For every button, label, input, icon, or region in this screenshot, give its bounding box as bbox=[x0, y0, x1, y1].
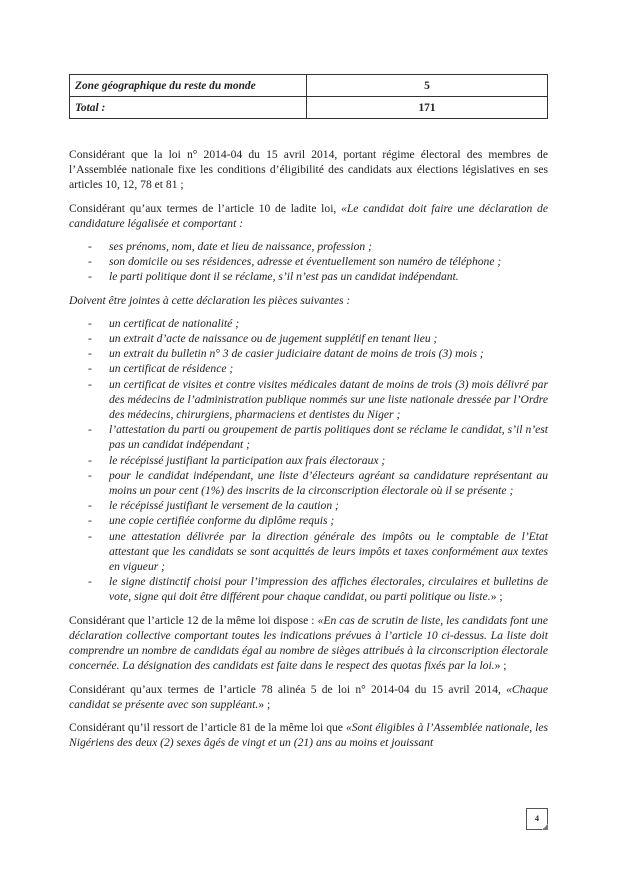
table-cell-value: 171 bbox=[307, 97, 548, 119]
list-item: - une copie certifiée conforme du diplôme requis ; bbox=[88, 514, 335, 528]
list-marker: - bbox=[88, 453, 92, 467]
list-item: - le récépissé justifiant le versement de la caution ; bbox=[88, 499, 339, 513]
list-marker: - bbox=[88, 423, 92, 437]
paragraph-considerant-loi: Considérant que la loi n° 2014-04 du 15 avril 2014, portant régime électoral des membres de l’Assemblée nationale fixe les conditions d’éligibilité des candidats aux élections législatives en ses articles 10, 12, 78 et 81 ; bbox=[69, 148, 548, 192]
list-marker: - bbox=[88, 270, 92, 284]
list-marker: - bbox=[88, 316, 92, 330]
list-marker: - bbox=[88, 240, 92, 254]
list-item: - le signe distinctif choisi pour l’impression des affiches électorales, circulaires et bulletins de vote, signe qui doit être différent pour chaque candidat, ou parti politique ou liste.» ; bbox=[88, 575, 548, 604]
table-cell-label: Total : bbox=[70, 97, 307, 119]
list-item: - ses prénoms, nom, date et lieu de naissance, profession ; bbox=[88, 240, 372, 254]
list-marker: - bbox=[88, 362, 92, 376]
page-number: 4 bbox=[535, 814, 539, 823]
paragraph-quote: «Chaque candidat se présente avec son suppléant. bbox=[69, 682, 548, 711]
paragraph-quote: «Sont éligibles à l’Assemblée nationale, les Nigériens des deux (2) sexes âgés de vingt et un (21) ans au moins et jouissant bbox=[69, 720, 548, 750]
list-item: - un extrait du bulletin n° 3 de casier judiciaire datant de moins de trois (3) mois ; bbox=[88, 347, 484, 361]
list-item: - le récépissé justifiant la participation aux frais électoraux ; bbox=[88, 453, 386, 467]
paragraph-quote: «En cas de scrutin de liste, les candidats font une déclaration collective comportant toutes les indications prévues à l’article 10 ci-dessus. La liste doit comprendre un nombre de candidats égal au nombre de sièges attribués à la circonscription électorale concernée. La désignation des candidats est faite dans le respect des quotas fixés par la loi. bbox=[69, 613, 548, 673]
paragraph-article-10 bbox=[69, 201, 548, 231]
body-text bbox=[69, 147, 548, 750]
required-documents-list bbox=[69, 316, 548, 605]
list-item: - un certificat de nationalité ; bbox=[88, 316, 240, 330]
table-cell-value: 5 bbox=[307, 75, 548, 97]
paragraph-pieces-jointes: Doivent être jointes à cette déclaration les pièces suivantes : bbox=[69, 293, 351, 307]
paragraph-intro: Considérant qu’il ressort de l’article 81 de la même loi que bbox=[69, 720, 346, 734]
list-marker: - bbox=[88, 377, 92, 391]
list-item: - un certificat de résidence ; bbox=[88, 362, 234, 376]
quote-close: » ; bbox=[494, 659, 507, 673]
list-marker: - bbox=[88, 468, 92, 482]
list-item: - un extrait d’acte de naissance ou de jugement supplétif en tenant lieu ; bbox=[88, 332, 438, 346]
paragraph-article-81 bbox=[69, 720, 548, 750]
paragraph-intro: Considérant qu’aux termes de l’article 78 alinéa 5 de loi n° 2014-04 du 15 avril 2014, bbox=[69, 682, 507, 696]
table-cell-label: Zone géographique du reste du monde bbox=[70, 75, 307, 97]
page-corner-fold-icon bbox=[542, 824, 548, 830]
list-marker: - bbox=[88, 499, 92, 513]
seats-summary-table bbox=[69, 74, 548, 119]
table-row bbox=[70, 97, 548, 119]
list-marker: - bbox=[88, 332, 92, 346]
list-item: - un certificat de visites et contre visites médicales datant de moins de trois (3) mois délivré par des médecins de l’administration publique nommés sur une liste nationale dressée par l’Ordre des médecins, chirurgiens, pharmaciens et dentistes du Niger ; bbox=[88, 377, 548, 422]
quote-close: » ; bbox=[258, 697, 271, 711]
quote-close: » ; bbox=[490, 590, 503, 604]
list-item: - le parti politique dont il se réclame, s’il n’est pas un candidat indépendant. bbox=[88, 270, 459, 284]
page-number-box bbox=[526, 808, 548, 830]
paragraph-article-12 bbox=[69, 613, 548, 674]
list-item: - une attestation délivrée par la direction générale des impôts ou le comptable de l’Etat attestant que les candidats se sont acquittés de leurs impôts et taxes conformément aux textes en vigueur ; bbox=[88, 529, 548, 574]
declaration-contents-list bbox=[69, 239, 548, 285]
paragraph-intro: Considérant qu’aux termes de l’article 10 de ladite loi, bbox=[69, 201, 342, 215]
paragraph-quote: «Le candidat doit faire une déclaration de candidature légalisée et comportant : bbox=[69, 201, 549, 230]
list-marker: - bbox=[88, 529, 92, 543]
list-marker: - bbox=[88, 347, 92, 361]
paragraph-article-78 bbox=[69, 682, 548, 712]
list-marker: - bbox=[88, 575, 92, 589]
list-marker: - bbox=[88, 255, 92, 269]
paragraph-intro: Considérant que l’article 12 de la même loi dispose : bbox=[69, 613, 318, 627]
list-item: - pour le candidat indépendant, une liste d’électeurs agréant sa candidature représentant au moins un pour cent (1%) des inscrits de la circonscription électorale où il se présente ; bbox=[88, 468, 548, 498]
list-item: - son domicile ou ses résidences, adresse et éventuellement son numéro de téléphone ; bbox=[88, 255, 502, 269]
list-marker: - bbox=[88, 514, 92, 528]
list-item: - l’attestation du parti ou groupement de partis politiques dont se réclame le candidat, s’il n’est pas un candidat indépendant ; bbox=[88, 423, 548, 452]
table-row bbox=[70, 75, 548, 97]
